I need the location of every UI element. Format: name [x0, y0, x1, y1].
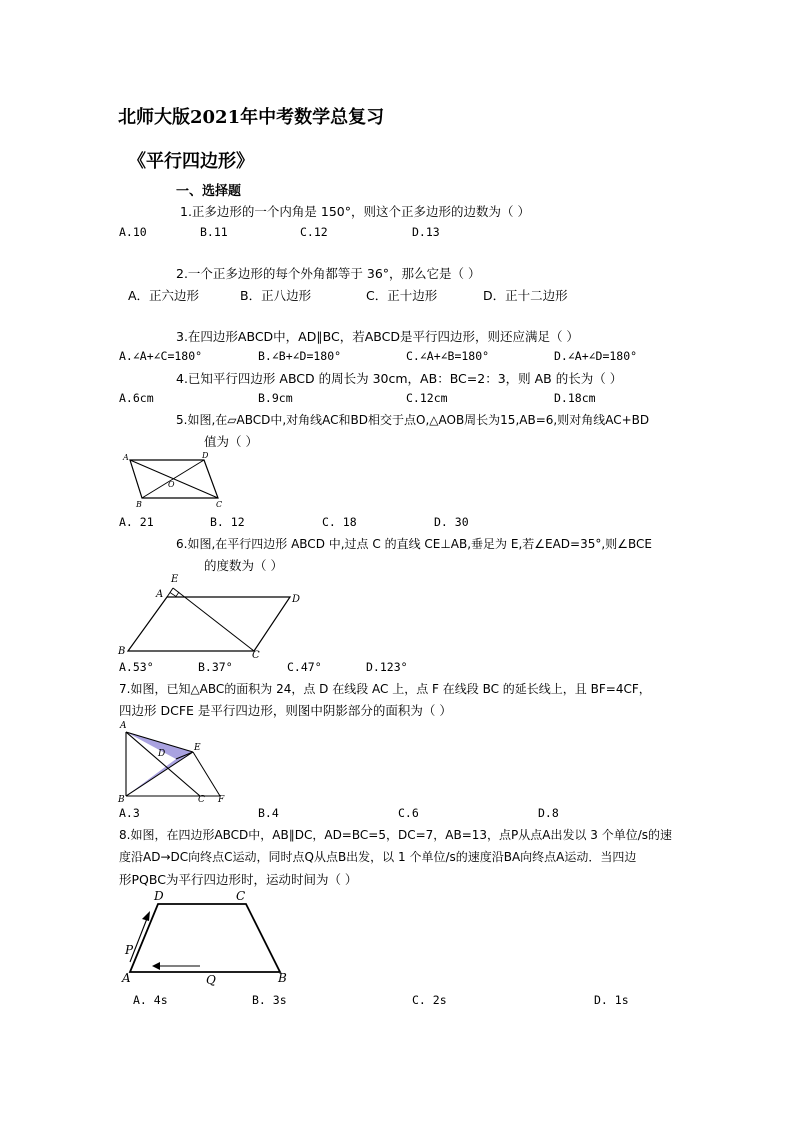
- q5-diagonal-ac: [130, 460, 218, 498]
- question-6-line2: 的度数为（ ）: [204, 558, 283, 573]
- q6-label-b: B: [118, 646, 126, 657]
- q7-label-b: B: [118, 795, 125, 805]
- q6-label-d: D: [292, 594, 301, 605]
- q8-label-p: P: [125, 943, 134, 957]
- q4-option-a: A.6cm: [119, 391, 154, 405]
- q8-arrow-q-head: [152, 962, 160, 970]
- q5-option-d: D. 30: [434, 515, 469, 529]
- q6-option-a: A.53°: [119, 660, 154, 674]
- q6-option-d: D.123°: [366, 660, 408, 674]
- q5-label-c: C: [216, 500, 223, 509]
- q5-diagonal-bd: [142, 460, 204, 498]
- q6-figure: [118, 572, 318, 661]
- q6-option-b: B.37°: [198, 660, 233, 674]
- q5-label-o: O: [168, 480, 175, 489]
- q8-label-b: B: [278, 971, 287, 985]
- q5-figure: [118, 450, 228, 510]
- question-8-line1: 8.如图，在四边形ABCD中，AB∥DC，AD=BC=5，DC=7，AB=13，点P从点A出发以 3 个单位/s的速: [119, 828, 673, 842]
- q8-label-d: D: [154, 889, 164, 903]
- question-7-line1: 7.如图，已知△ABC的面积为 24，点 D 在线段 AC 上，点 F 在线段 BC 的延长线上，且 BF=4CF，: [119, 682, 651, 696]
- q3-option-d: D.∠A+∠D=180°: [554, 349, 638, 363]
- q2-option-a: A．正六边形: [128, 288, 200, 303]
- q4-option-c: C.12cm: [406, 391, 448, 405]
- q2-option-b: B．正八边形: [240, 288, 312, 303]
- q8-label-a: A: [122, 971, 131, 985]
- section-heading: 一、选择题: [176, 184, 242, 199]
- doc-subtitle: 《平行四边形》: [128, 151, 254, 172]
- q5-label-d: D: [202, 451, 209, 460]
- q8-option-b: B. 3s: [252, 993, 287, 1007]
- doc-title: 北师大版2021年中考数学总复习: [118, 107, 385, 128]
- q8-option-d: D. 1s: [594, 993, 629, 1007]
- q6-option-c: C.47°: [287, 660, 322, 674]
- question-6-line1: 6.如图,在平行四边形 ABCD 中,过点 C 的直线 CE⊥AB,垂足为 E,若∠EAD=35°,则∠BCE: [176, 537, 652, 551]
- q3-option-c: C.∠A+∠B=180°: [406, 349, 490, 363]
- q8-option-a: A. 4s: [133, 993, 168, 1007]
- q2-option-d: D．正十二边形: [483, 288, 568, 303]
- question-5-line1: 5.如图,在▱ABCD中,对角线AC和BD相交于点O,△AOB周长为15,AB=6,则对角线AC+BD: [176, 413, 650, 427]
- q7-figure: [118, 716, 238, 804]
- question-7-line2: 四边形 DCFE 是平行四边形，则图中阴影部分的面积为（ ）: [119, 703, 452, 718]
- q7-label-e: E: [194, 743, 201, 753]
- question-8-line2: 度沿AD→DC向终点C运动，同时点Q从点B出发，以 1 个单位/s的速度沿BA向终点A运动．当四边: [119, 850, 637, 864]
- q2-option-c: C．正十边形: [366, 288, 438, 303]
- q6-label-c: C: [252, 650, 260, 661]
- q7-label-f: F: [218, 795, 225, 805]
- q6-label-a: A: [156, 589, 164, 600]
- q8-label-c: C: [236, 889, 246, 903]
- q1-option-c: C.12: [300, 225, 328, 239]
- question-5-line2: 值为（ ）: [204, 434, 258, 449]
- q8-figure: [118, 886, 298, 992]
- q7-option-c: C.6: [398, 806, 419, 820]
- q7-segment-ef: [193, 752, 220, 796]
- question-3: 3.在四边形ABCD中，AD∥BC，若ABCD是平行四边形，则还应满足（ ）: [176, 329, 579, 344]
- q4-option-b: B.9cm: [258, 391, 293, 405]
- q6-right-angle-mark: [170, 592, 179, 597]
- q8-option-c: C. 2s: [412, 993, 447, 1007]
- q8-trapezoid: [130, 904, 280, 972]
- q1-option-a: A.10: [119, 225, 147, 239]
- q4-option-d: D.18cm: [554, 391, 596, 405]
- q3-option-b: B.∠B+∠D=180°: [258, 349, 342, 363]
- q7-label-d: D: [158, 749, 166, 759]
- q3-option-a: A.∠A+∠C=180°: [119, 349, 203, 363]
- q5-option-b: B. 12: [210, 515, 245, 529]
- q5-label-a: A: [123, 453, 129, 462]
- question-2: 2.一个正多边形的每个外角都等于 36°，那么它是（ ）: [176, 266, 481, 281]
- q8-arrow-p-head: [142, 911, 150, 921]
- q7-label-a: A: [120, 721, 127, 731]
- question-4: 4.已知平行四边形 ABCD 的周长为 30cm，AB：BC=2：3，则 AB 的长为（ ）: [176, 371, 623, 386]
- q7-option-b: B.4: [258, 806, 279, 820]
- q6-label-e: E: [171, 574, 179, 585]
- q5-label-b: B: [136, 500, 142, 509]
- question-8-line3: 形PQBC为平行四边形时，运动时间为（ ）: [119, 872, 358, 887]
- q7-option-a: A.3: [119, 806, 140, 820]
- q1-option-d: D.13: [412, 225, 440, 239]
- q8-label-q: Q: [206, 973, 216, 987]
- q6-parallelogram: [128, 597, 290, 651]
- q5-option-a: A. 21: [119, 515, 154, 529]
- q7-label-c: C: [198, 795, 205, 805]
- q7-option-d: D.8: [538, 806, 559, 820]
- q5-option-c: C. 18: [322, 515, 357, 529]
- q7-side-ac: [126, 732, 200, 796]
- question-1: 1.正多边形的一个内角是 150°，则这个正多边形的边数为（ ）: [180, 204, 530, 219]
- q1-option-b: B.11: [200, 225, 228, 239]
